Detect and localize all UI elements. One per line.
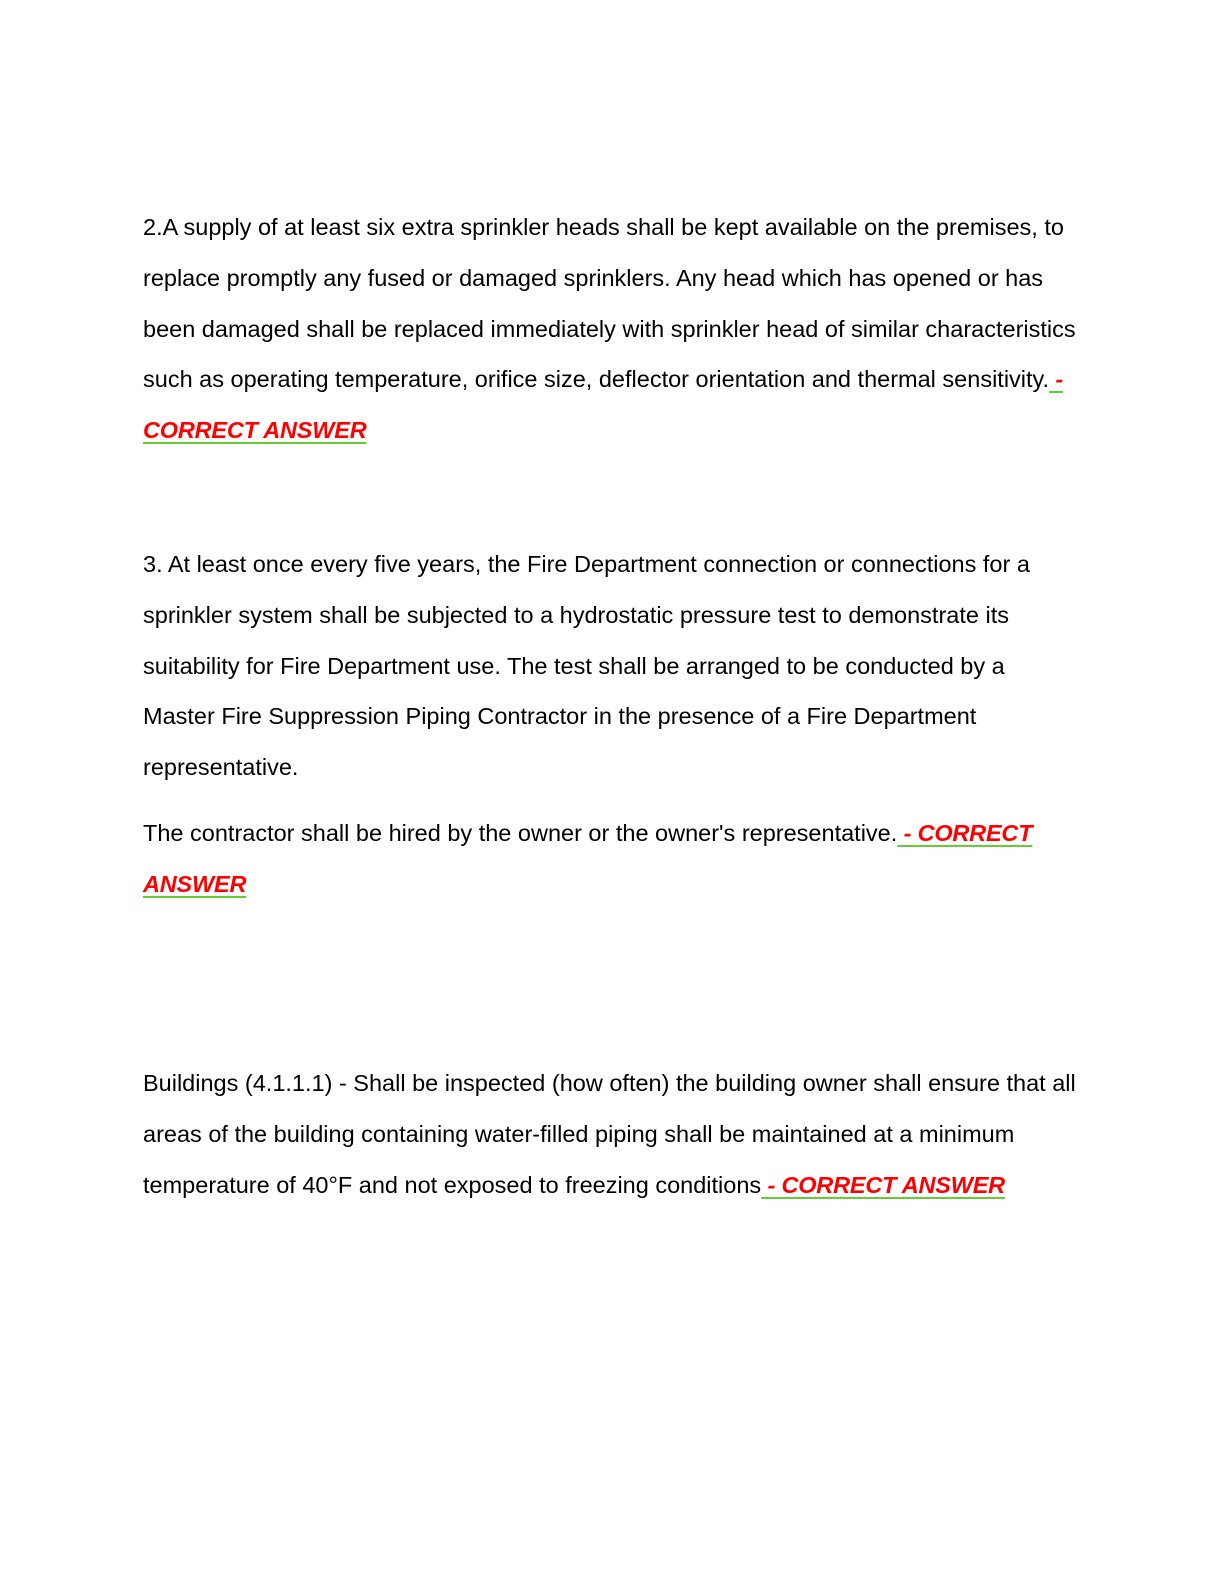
paragraph-question-2	[143, 202, 1083, 456]
paragraph-text: The contractor shall be hired by the owner or the owner's representative.	[143, 820, 898, 846]
correct-answer-label: - CORRECT ANSWER	[761, 1171, 1005, 1198]
correct-answer-label: - CORRECT ANSWER	[143, 820, 1033, 897]
paragraph-text: Buildings (4.1.1.1) - Shall be inspected (how often) the building owner shall ensure that all areas of the building containing water-filled piping shall be maintained at a minimum temperature of 40°F and not exposed to freezing conditions	[143, 1070, 1076, 1198]
paragraph-buildings	[143, 1058, 1083, 1210]
paragraph-text: 2.A supply of at least six extra sprinkler heads shall be kept available on the premises, to replace promptly any fused or damaged sprinklers. Any head which has opened or has been damaged shall be replaced immediately with sprinkler head of similar characteristics such as operating temperature, orifice size, deflector orientation and thermal sensitivity.	[143, 214, 1076, 393]
correct-answer-label: - CORRECT ANSWER	[143, 366, 1064, 444]
paragraph-contractor	[143, 808, 1083, 910]
paragraph-text: 3. At least once every five years, the Fire Department connection or connections for a sprinkler system shall be subjected to a hydrostatic pressure test to demonstrate its suitability for Fire Department use. The test shall be arranged to be conducted by a Master Fire Suppression Piping Contractor in the presence of a Fire Department representative.	[143, 551, 1030, 781]
paragraph-question-3	[143, 539, 1083, 793]
